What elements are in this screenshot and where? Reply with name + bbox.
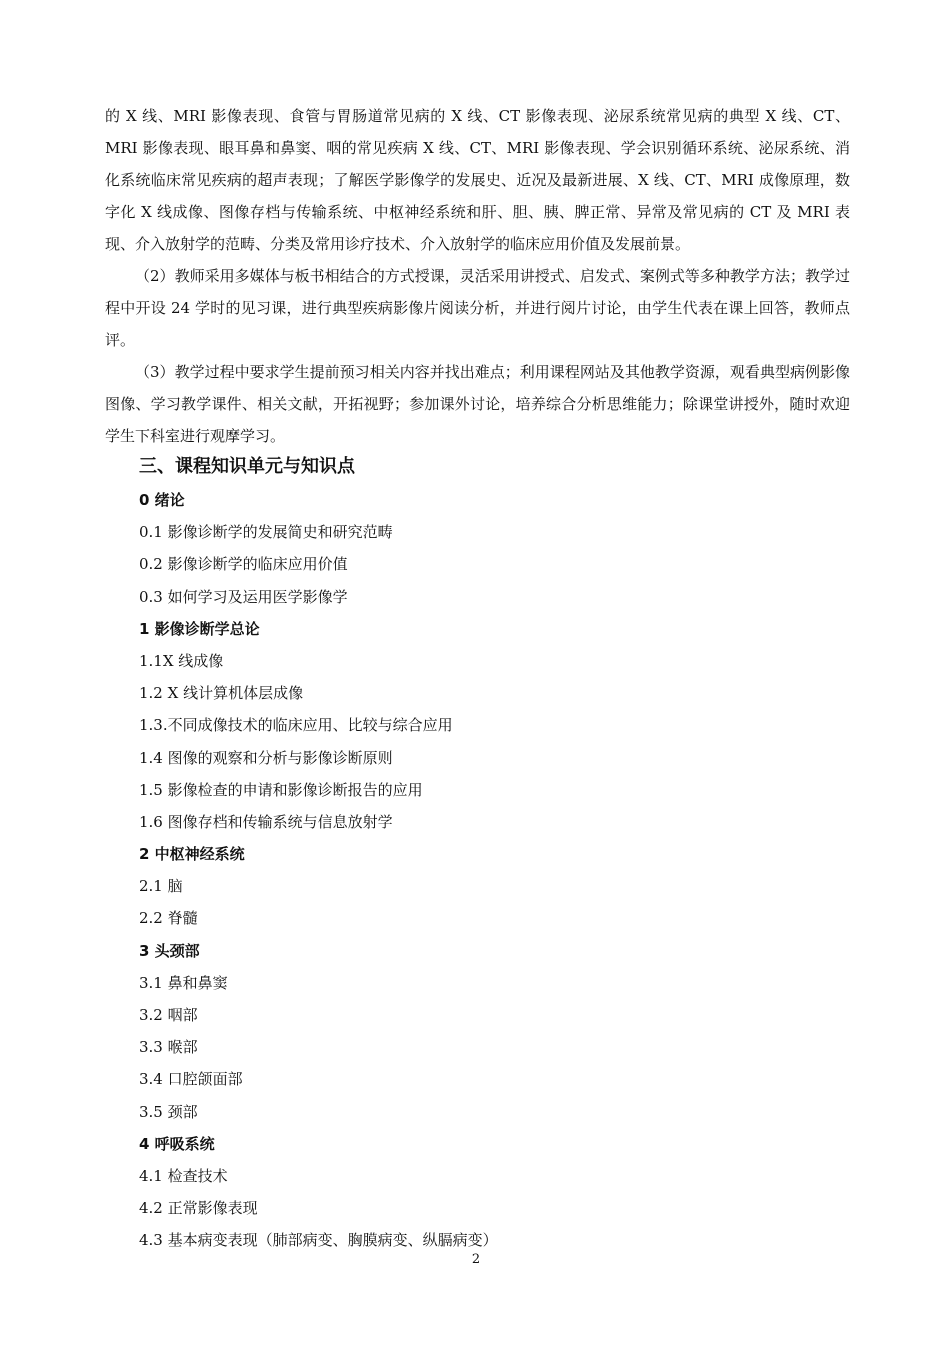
unit-item: 0.1 影像诊断学的发展简史和研究范畴: [139, 523, 393, 542]
unit-item: 4.3 基本病变表现（肺部病变、胸膜病变、纵膈病变）: [139, 1231, 498, 1250]
unit-title: 4 呼吸系统: [139, 1134, 215, 1153]
unit-item: 3.3 喉部: [139, 1038, 198, 1057]
unit-item: 1.3.不同成像技术的临床应用、比较与综合应用: [139, 716, 453, 735]
paragraph-continued: 的 X 线、MRI 影像表现、食管与胃肠道常见病的 X 线、CT 影像表现、泌尿系统常见病的典型 X 线、CT、MRI 影像表现、眼耳鼻和鼻窦、咽的常见疾病 X 线、CT、MRI 影像表现、学会识别循环系统、泌尿系统、消化系统临床常见疾病的超声表现；了解医学影像学的发展史、近况及最新进展、X 线、CT、MRI 成像原理，数字化 X 线成像、图像存档与传输系统、中枢神经系统和肝、胆、胰、脾正常、异常及常见病的 CT 及 MRI 表现、介入放射学的范畴、分类及常用诊疗技术、介入放射学的临床应用价值及发展前景。: [105, 107, 850, 253]
unit-title: 1 影像诊断学总论: [139, 619, 260, 638]
unit-item: 2.2 脊髓: [139, 909, 198, 928]
unit-item: 1.6 图像存档和传输系统与信息放射学: [139, 812, 393, 831]
unit-item: 1.1X 线成像: [139, 651, 224, 670]
unit-item: 1.2 X 线计算机体层成像: [139, 684, 304, 703]
unit-item: 4.1 检查技术: [139, 1166, 228, 1185]
unit-item: 3.4 口腔颌面部: [139, 1070, 243, 1089]
paragraph-study-requirements: （3）教学过程中要求学生提前预习相关内容并找出难点；利用课程网站及其他教学资源，观看典型病例影像图像、学习教学课件、相关文献，开拓视野；参加课外讨论，培养综合分析思维能力；除课堂讲授外，随时欢迎学生下科室进行观摩学习。: [105, 363, 850, 445]
page-number: 2: [471, 1252, 481, 1267]
unit-item: 1.4 图像的观察和分析与影像诊断原则: [139, 748, 393, 767]
unit-item: 0.2 影像诊断学的临床应用价值: [139, 555, 348, 574]
unit-item: 3.5 颈部: [139, 1102, 198, 1121]
section-heading: 三、课程知识单元与知识点: [139, 456, 355, 477]
unit-item: 3.2 咽部: [139, 1006, 198, 1024]
knowledge-unit-list: [139, 484, 498, 1257]
unit-item: 0.3 如何学习及运用医学影像学: [139, 587, 348, 606]
unit-title: 2 中枢神经系统: [139, 845, 245, 864]
unit-title: 0 绪论: [139, 491, 185, 509]
unit-item: 2.1 脑: [139, 877, 183, 896]
unit-item: 1.5 影像检查的申请和影像诊断报告的应用: [139, 780, 423, 799]
unit-item: 3.1 鼻和鼻窦: [139, 973, 228, 992]
unit-title: 3 头颈部: [139, 941, 200, 960]
unit-item: 4.2 正常影像表现: [139, 1199, 258, 1218]
paragraph-teaching-method: （2）教师采用多媒体与板书相结合的方式授课，灵活采用讲授式、启发式、案例式等多种教学方法；教学过程中开设 24 学时的见习课，进行典型疾病影像片阅读分析，并进行阅片讨论，由学生代表在课上回答，教师点评。: [105, 267, 850, 349]
